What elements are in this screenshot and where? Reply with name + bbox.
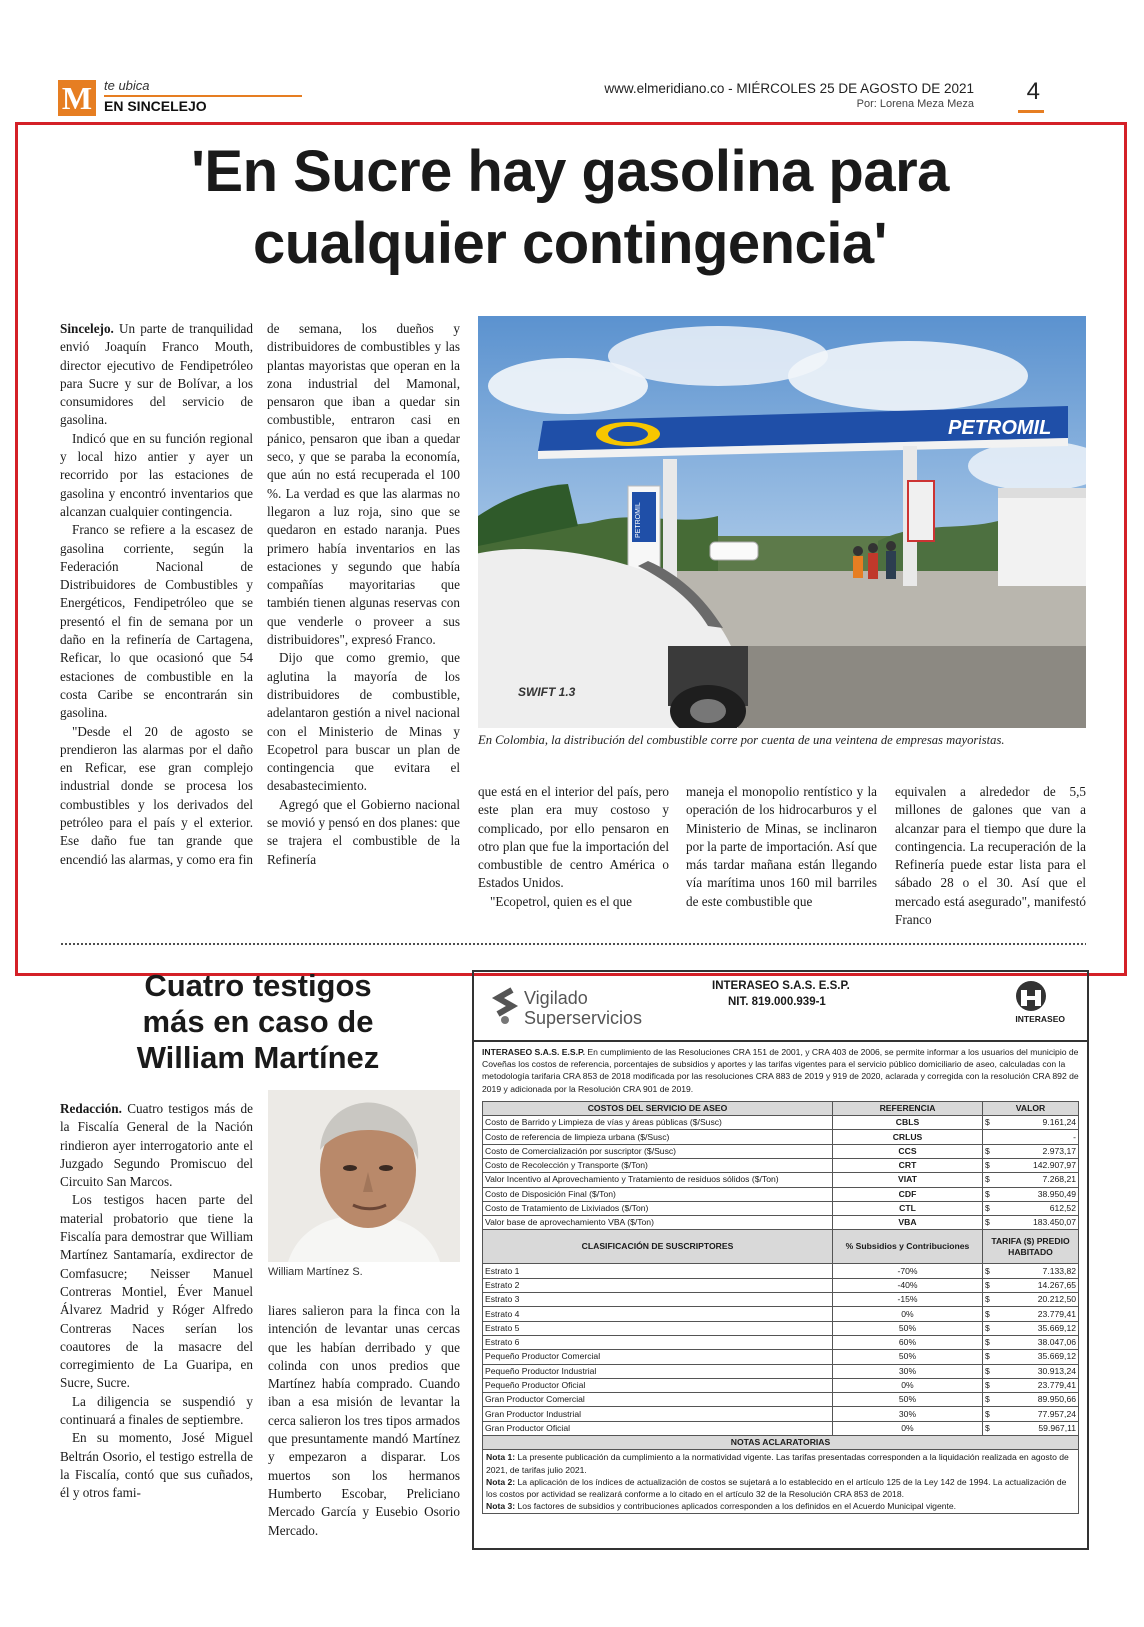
interaseo-logo-text: INTERASEO	[1015, 1014, 1065, 1024]
canopy-sign: PETROMIL	[948, 417, 1052, 439]
cost-currency	[983, 1130, 997, 1144]
tariff-value: 59.967,11	[997, 1421, 1079, 1435]
page-number: 4	[1026, 78, 1040, 105]
tariff-row	[483, 1364, 1079, 1378]
tariff-value: 38.047,06	[997, 1335, 1079, 1349]
tariff-class: Pequeño Productor Industrial	[483, 1364, 833, 1378]
paragraph: Los testigos hacen parte del material probatorio que tiene la Fiscalía para demostrar que William Martínez Santamaría, exdirector de Comfasucre; Neisser Manuel Contreras Montiel, Éver Manuel Álvarez Madrid y Róger Alfredo Contreras Naces serían los coautores de la masacre del corregimiento de La Guaripa, en Sucre, Sucre.	[60, 1192, 253, 1391]
main-article-col1	[60, 320, 253, 930]
tariff-currency: $	[983, 1307, 997, 1321]
tariff-pct: 0%	[833, 1421, 983, 1435]
tariff-currency: $	[983, 1335, 997, 1349]
byline: Por: Lorena Meza Meza	[856, 98, 974, 110]
costs-header: REFERENCIA	[833, 1101, 983, 1115]
pump-sign: PETROMIL	[635, 502, 642, 538]
cost-value: 2.973,17	[997, 1144, 1079, 1158]
second-article-col1	[60, 1100, 253, 1570]
cost-row	[483, 1173, 1079, 1187]
tariff-currency: $	[983, 1293, 997, 1307]
tariff-row	[483, 1335, 1079, 1349]
interaseo-logo-icon	[1009, 980, 1053, 1012]
tariff-row	[483, 1321, 1079, 1335]
portrait-photo	[268, 1090, 460, 1262]
cost-currency: $	[983, 1216, 997, 1230]
tariff-value: 35.669,12	[997, 1321, 1079, 1335]
tariff-header: % Subsidios y Contribuciones	[833, 1230, 983, 1264]
masthead	[58, 80, 1068, 120]
tariff-class: Estrato 3	[483, 1293, 833, 1307]
main-article-col4	[686, 783, 877, 933]
second-headline	[58, 968, 458, 1076]
dateline: Sincelejo.	[60, 321, 114, 336]
tariff-class: Pequeño Productor Oficial	[483, 1378, 833, 1392]
tariff-value: 35.669,12	[997, 1350, 1079, 1364]
tariff-class: Gran Productor Industrial	[483, 1407, 833, 1421]
tariff-currency: $	[983, 1364, 997, 1378]
main-article-col5	[895, 783, 1086, 933]
main-headline-line2: cualquier contingencia'	[253, 211, 887, 276]
tariff-row	[483, 1350, 1079, 1364]
page-number-rule	[1018, 110, 1044, 113]
tariff-value: 14.267,65	[997, 1278, 1079, 1292]
second-headline-line3: William Martínez	[136, 1040, 380, 1075]
tariff-class: Estrato 2	[483, 1278, 833, 1292]
costs-header: COSTOS DEL SERVICIO DE ASEO	[483, 1101, 833, 1115]
section-rule	[104, 95, 302, 97]
cost-value: 142.907,97	[997, 1159, 1079, 1173]
paragraph: maneja el monopolio rentístico y la operación de los hidrocarburos y el Ministerio de Minas, se inclinaron por la parte de importación. Así que más tardar mañana están llegando vía marítima unos 160 mil barriles de este combustible que	[686, 784, 877, 909]
cost-name: Valor Incentivo al Aprovechamiento y Tratamiento de residuos sólidos ($/Ton)	[483, 1173, 833, 1187]
tariff-header: CLASIFICACIÓN DE SUSCRIPTORES	[483, 1230, 833, 1264]
cost-row	[483, 1130, 1079, 1144]
cost-ref: CDF	[833, 1187, 983, 1201]
cost-ref: CBLS	[833, 1116, 983, 1130]
paragraph: La diligencia se suspendió y continuará a finales de septiembre.	[60, 1393, 253, 1428]
newspaper-logo: M	[58, 80, 96, 116]
tariff-currency: $	[983, 1407, 997, 1421]
paragraph: que está en el interior del país, pero este plan era muy costoso y complicado, por ello pensaron en otro plan que fue la importación del combustible de centro América o Estados Unidos.	[478, 784, 669, 891]
tariff-pct: 30%	[833, 1407, 983, 1421]
tariff-value: 20.212,50	[997, 1293, 1079, 1307]
tariff-pct: 50%	[833, 1350, 983, 1364]
note-item: Nota 1: La presente publicación da cumplimiento a la normatividad vigente. Las tarifas presentadas corresponden a la liquidación realizada en agosto de 2021, de tarifas julio 2021.	[486, 1452, 1069, 1475]
dateline: Redacción.	[60, 1101, 122, 1116]
section-name: EN SINCELEJO	[104, 98, 207, 114]
cost-value: 9.161,24	[997, 1116, 1079, 1130]
superservicios-label: Superservicios	[524, 1008, 643, 1028]
cost-ref: CCS	[833, 1144, 983, 1158]
tariff-class: Gran Productor Oficial	[483, 1421, 833, 1435]
cost-value: 38.950,49	[997, 1187, 1079, 1201]
cost-ref: CRLUS	[833, 1130, 983, 1144]
paragraph: liares salieron para la finca con la intención de levantar unas cercas que les habían derribado y que colinda con unos predios que Martínez había comprado. Cuando iban a esa misión de levantar la cerca salieron los tres tipos armados que presuntamente mandó Martínez y empezaron a disparar. Los muertos son los hermanos Humberto Escobar, Preliciano Mercado García y Eusebio Osorio Mercado.	[268, 1303, 460, 1538]
cost-ref: VBA	[833, 1216, 983, 1230]
second-headline-line1: Cuatro testigos	[144, 968, 372, 1003]
cost-value: 7.268,21	[997, 1173, 1079, 1187]
tariff-value: 23.779,41	[997, 1307, 1079, 1321]
cost-value: 612,52	[997, 1201, 1079, 1215]
costs-header: VALOR	[983, 1101, 1079, 1115]
paragraph: Agregó que el Gobierno nacional se movió y pensó en dos planes: que se trajera el combustible de la Refinería	[267, 796, 460, 867]
tariff-pct: 30%	[833, 1364, 983, 1378]
paragraph: En su momento, José Miguel Beltrán Osorio, el testigo estrella de la Fiscalía, contó que sus cuñados, él y otros fami-	[60, 1430, 253, 1501]
tariff-header: TARIFA ($) PREDIO HABITADO	[983, 1230, 1079, 1264]
cost-row	[483, 1159, 1079, 1173]
tariff-currency: $	[983, 1278, 997, 1292]
notes-block	[482, 1450, 1079, 1514]
ad-rule	[474, 1040, 1087, 1042]
vigilado-label: Vigilado	[524, 988, 588, 1008]
tariff-notice	[472, 970, 1089, 1550]
company-nit: NIT. 819.000.939-1	[728, 996, 826, 1008]
cost-name: Costo de Disposición Final ($/Ton)	[483, 1187, 833, 1201]
cost-ref: CTL	[833, 1201, 983, 1215]
paragraph: Redacción. Cuatro testigos más de la Fiscalía General de la Nación rindieron ayer interrogatorio ante el Juzgado Segundo Promiscuo del Circuito San Marcos.	[60, 1101, 253, 1190]
cost-name: Costo de Barrido y Limpieza de vías y áreas públicas ($/Susc)	[483, 1116, 833, 1130]
paragraph: "Desde el 20 de agosto se prendieron las alarmas por el daño en Reficar, ese gran complejo industrial donde se procesa los combustibles y los derivados del petróleo para el país y el exterior. Ese daño fue tan grande que encendió las alarmas, y como era fin	[60, 723, 253, 867]
tariff-currency: $	[983, 1350, 997, 1364]
tariff-row	[483, 1293, 1079, 1307]
tariff-pct: -70%	[833, 1264, 983, 1278]
note-item: Nota 2: La aplicación de los índices de actualización de costos se sujetará a lo establecido en el artículo 125 de la Ley 142 de 1994. La actualización de los costos por actividad se realizará conforme a lo citado en el artículo 32 de la Resolución CRA 853 de 2018.	[486, 1476, 1067, 1499]
ad-header	[482, 978, 1079, 1038]
tariff-pct: -40%	[833, 1278, 983, 1292]
tariff-pct: -15%	[833, 1293, 983, 1307]
cost-currency: $	[983, 1173, 997, 1187]
cost-currency: $	[983, 1144, 997, 1158]
tariff-currency: $	[983, 1264, 997, 1278]
tariff-class: Estrato 1	[483, 1264, 833, 1278]
notes-header: NOTAS ACLARATORIAS	[483, 1436, 1079, 1450]
tariff-currency: $	[983, 1321, 997, 1335]
tariff-class: Estrato 5	[483, 1321, 833, 1335]
note-item: Nota 3: Los factores de subsidios y contribuciones aplicados corresponden a los definidos en el Acuerdo Municipal vigente.	[486, 1501, 957, 1512]
photo-caption: En Colombia, la distribución del combustible corre por cuenta de una veintena de empresas mayoristas.	[478, 733, 1005, 747]
tariff-value: 89.950,66	[997, 1393, 1079, 1407]
tariff-currency: $	[983, 1421, 997, 1435]
tariff-pct: 50%	[833, 1321, 983, 1335]
cost-name: Valor base de aprovechamiento VBA ($/Ton)	[483, 1216, 833, 1230]
paragraph: Indicó que en su función regional y local hizo antier y ayer un recorrido por las estaciones de gasolina y encontró inventarios que alcanzan cualquier contingencia.	[60, 430, 253, 519]
tariff-row	[483, 1421, 1079, 1435]
tariff-pct: 0%	[833, 1307, 983, 1321]
paragraph: Dijo que como gremio, que aglutina la mayoría de los distribuidores de combustible, adelantaron gestión a nivel nacional con el Ministerio de Minas y Ecopetrol para buscar un plan de contingencia que evitara el desabastecimiento.	[267, 650, 460, 794]
cost-row	[483, 1201, 1079, 1215]
paragraph: Franco se refiere a la escasez de gasolina corriente, según la Federación Nacional de Distribuidores de Combustibles y Energéticos, Fendipetróleo que se presentó el fin de semana por un daño en la refinería de Cartagena, Reficar, lo que ocasionó que 54 estaciones de combustible en la costa Caribe se encontrarán sin gasolina.	[60, 522, 253, 721]
section-divider	[60, 942, 1086, 946]
cost-name: Costo de Recolección y Transporte ($/Ton)	[483, 1159, 833, 1173]
cost-currency: $	[983, 1159, 997, 1173]
tariff-currency: $	[983, 1393, 997, 1407]
cost-row	[483, 1187, 1079, 1201]
paragraph: equivalen a alrededor de 5,5 millones de galones que van a alcanzar para el tiempo que dure la contingencia. La recuperación de la Refinería puede estar lista para el sábado 28 o el 30. Así que el mercado está asegurado", manifestó Franco	[895, 784, 1086, 928]
gas-station-illustration	[478, 316, 1086, 728]
main-headline-line1: 'En Sucre hay gasolina para	[191, 139, 949, 204]
cost-row	[483, 1144, 1079, 1158]
cost-name: Costo de referencia de limpieza urbana ($/Susc)	[483, 1130, 833, 1144]
paragraph: de semana, los dueños y distribuidores de combustibles y las plantas mayoristas que operan en la zona industrial del Mamonal, pensaron que iban a quedar sin combustible, entraron casi en pánico, pensaron que iban a quedar seco, y que se paraba la economía, que aún no está recuperada el 100 %. La verdad es que las alarmas no llegaron a luz roja, sino que se quedaron en estado naranja. Pues primero había inventarios en las estaciones y segundo que había compañías mayoritarias que también tienen algunas reservas con que venderle o proveer a sus distribuidores", expresó Franco.	[267, 321, 460, 648]
site-date: www.elmeridiano.co - MIÉRCOLES 25 DE AGOSTO DE 2021	[604, 81, 974, 96]
cost-name: Costo de Tratamiento de Lixiviados ($/Ton)	[483, 1201, 833, 1215]
tariff-class: Gran Productor Comercial	[483, 1393, 833, 1407]
cost-value: 183.450,07	[997, 1216, 1079, 1230]
portrait-caption: William Martínez S.	[268, 1266, 363, 1278]
company-name: INTERASEO S.A.S. E.S.P.	[712, 980, 850, 992]
cost-currency: $	[983, 1201, 997, 1215]
cost-name: Costo de Comercialización por suscriptor ($/Susc)	[483, 1144, 833, 1158]
tariff-pct: 0%	[833, 1378, 983, 1392]
cost-value: -	[997, 1130, 1079, 1144]
cost-currency: $	[983, 1116, 997, 1130]
tariff-value: 23.779,41	[997, 1378, 1079, 1392]
second-article-col2	[268, 1302, 460, 1572]
tariff-row	[483, 1393, 1079, 1407]
tariff-value: 30.913,24	[997, 1364, 1079, 1378]
tariff-row	[483, 1278, 1079, 1292]
tariff-class: Pequeño Productor Comercial	[483, 1350, 833, 1364]
tariff-class: Estrato 4	[483, 1307, 833, 1321]
tariff-row	[483, 1407, 1079, 1421]
cost-ref: VIAT	[833, 1173, 983, 1187]
tariff-class: Estrato 6	[483, 1335, 833, 1349]
ad-intro: INTERASEO S.A.S. E.S.P. En cumplimiento de las Resoluciones CRA 151 de 2001, y CRA 403 de 2006, se permite informar a los usuarios del municipio de Coveñas los costos de referencia, porcentajes de subsidios y aportes y las tarifas vigentes para el servicio público domiciliario de aseo, calculadas con la metodología tarifaria CRA 853 de 2018 modificada por las resoluciones CRA 883 de 2019 y 919 de 2020, aclarada y corregida con la resolución CRA 892 de 2019 y adicionada por la Resolución CRA 901 de 2019.	[482, 1047, 1079, 1094]
tariff-currency: $	[983, 1378, 997, 1392]
tariff-row	[483, 1264, 1079, 1278]
tariff-value: 77.957,24	[997, 1407, 1079, 1421]
paragraph: "Ecopetrol, quien es el que	[490, 893, 632, 909]
main-headline	[40, 136, 1100, 280]
paragraph: Sincelejo. Un parte de tranquilidad envió Joaquín Franco Mouth, director ejecutivo de Fendipetróleo para Sucre y sur de Bolívar, a los consumidores del servicio de gasolina.	[60, 321, 253, 428]
cost-row	[483, 1116, 1079, 1130]
costs-table	[482, 1101, 1079, 1451]
main-article-col3	[478, 783, 669, 933]
cost-currency: $	[983, 1187, 997, 1201]
gas-station-photo	[478, 316, 1086, 728]
car-badge: SWIFT 1.3	[518, 685, 576, 699]
main-article-col2	[267, 320, 460, 930]
section-kicker: te ubica	[104, 78, 150, 93]
tariff-row	[483, 1307, 1079, 1321]
portrait-illustration	[268, 1090, 460, 1262]
cost-ref: CRT	[833, 1159, 983, 1173]
tariff-row	[483, 1378, 1079, 1392]
tariff-pct: 60%	[833, 1335, 983, 1349]
second-headline-line2: más en caso de	[142, 1004, 374, 1039]
cost-row	[483, 1216, 1079, 1230]
tariff-value: 7.133,82	[997, 1264, 1079, 1278]
tariff-pct: 50%	[833, 1393, 983, 1407]
superservicios-icon	[490, 986, 520, 1026]
